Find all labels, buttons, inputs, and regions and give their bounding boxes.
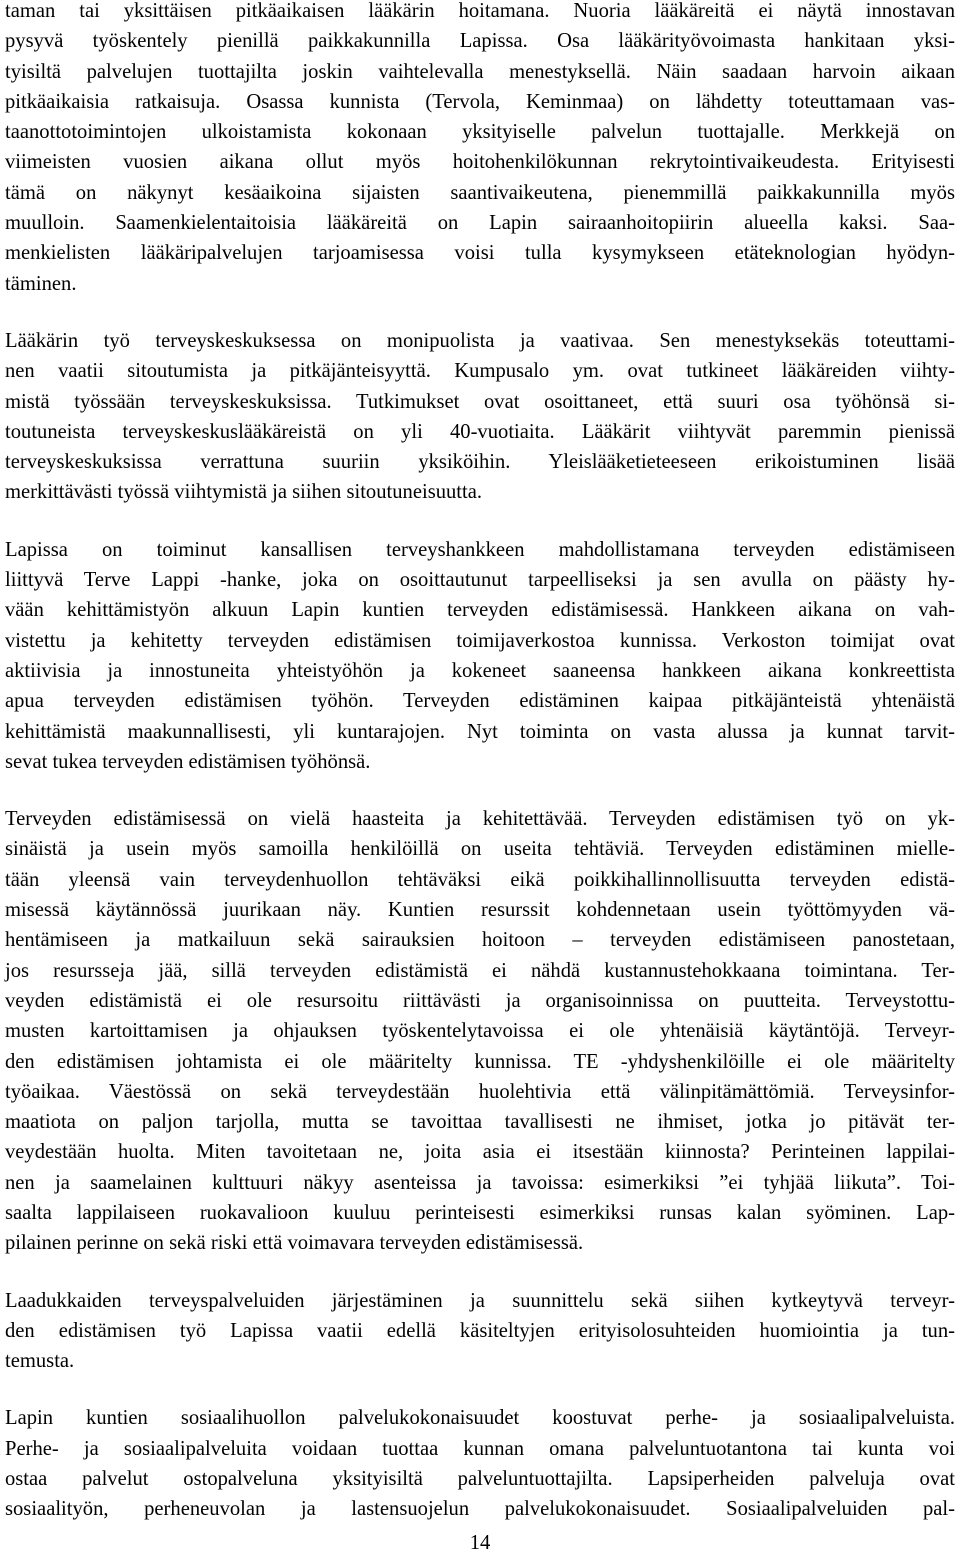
text-line: liittyvä Terve Lappi -hanke, joka on osoittautunut tarpeelliseksi ja sen avulla on päästy hy-	[5, 569, 955, 592]
paragraph-terve-lappi	[5, 535, 955, 777]
text-line: muulloin. Saamenkielentaitoisia lääkäreitä on Lapin sairaanhoitopiirin alueella kaksi. Saa-	[5, 212, 955, 235]
text-line: terveyskeskuksissa verrattuna suuriin yksiköihin. Yleislääketieteeseen erikoistuminen lisää	[5, 451, 955, 474]
text-line: veyden edistämistä ei ole resursoitu riittävästi ja organisoinnissa on puutteita. Terveystottu-	[5, 989, 955, 1012]
text-line: pysyvä työskentely pienillä paikkakunnilla Lapissa. Osa lääkärityövoimasta hankitaan yksi-	[5, 30, 955, 53]
text-line: veydestään huolta. Miten tavoitetaan ne, joita asia ei itsestään kiinnosta? Perinteinen lappilai-	[5, 1141, 955, 1164]
text-line: musten kartoittamisen ja ohjauksen työskentelytavoissa ei ole yhtenäisiä käytäntöjä. Terveyr-	[5, 1020, 955, 1043]
text-line: sevat tukea terveyden edistämisen työhönsä.	[5, 750, 371, 773]
text-line: pilainen perinne on sekä riski että voimavara terveyden edistämisessä.	[5, 1232, 584, 1255]
text-line: sosiaalityön, perheneuvolan ja lastensuojelun palvelukokonaisuudet. Sosiaalipalveluiden pal-	[5, 1498, 955, 1521]
paragraph-quality-services	[5, 1286, 955, 1377]
text-line: Laadukkaiden terveyspalveluiden järjestäminen ja suunnittelu sekä siihen kytkeytyvä terveyr-	[5, 1289, 955, 1312]
text-line: tyisiltä palvelujen tuottajilta joskin vaihtelevalla menestyksellä. Näin saadaan harvoin aikaan	[5, 60, 955, 83]
text-line: maatiota on paljon tarjolla, mutta se tavoittaa tavallisesti ne ihmiset, jotka jo pitävät ter-	[5, 1111, 955, 1134]
text-line: nen vaatii sitoutumista ja pitkäjänteisyyttä. Kumpusalo ym. ovat tutkineet lääkäreiden viihty-	[5, 360, 955, 383]
text-line: saalta lappilaiseen ruokavalioon kuuluu perinteisesti esimerkiksi runsas kalan syöminen. Lap-	[5, 1201, 955, 1224]
text-line: tään yleensä vain terveydenhuollon tehtäväksi eikä poikkihallinnollisuutta terveyden edistä-	[5, 868, 955, 891]
text-line: merkittävästi työssä viihtymistä ja siihen sitoutuneisuutta.	[5, 481, 483, 504]
page-number: 14	[469, 1532, 491, 1554]
paragraph-health-promotion-challenges	[5, 804, 955, 1258]
text-line: työaikaa. Väestössä on sekä terveydestään huolehtivia että välinpitämättömiä. Terveysinfor-	[5, 1080, 955, 1103]
text-line: Lääkärin työ terveyskeskuksessa on monipuolista ja vaativaa. Sen menestyksekäs toteuttami-	[5, 329, 955, 352]
text-line: Perhe- ja sosiaalipalveluita voidaan tuottaa kunnan omana palveluntuotantona tai kunta voi	[5, 1437, 955, 1460]
text-line: mistä työssään terveyskeskuksissa. Tutkimukset ovat osoittaneet, että suuri osa työhönsä si-	[5, 390, 955, 413]
text-line: Lapin kuntien sosiaalihuollon palvelukokonaisuudet koostuvat perhe- ja sosiaalipalveluista.	[5, 1407, 955, 1430]
text-line: tämä on näkynyt kesäaikoina sijaisten saantivaikeutena, pienemmillä paikkakunnilla myös	[5, 181, 955, 204]
text-line: den edistämisen johtamista ei ole määritelty kunnissa. TE -yhdyshenkilöille ei ole määritelty	[5, 1050, 955, 1073]
text-line: pitkäaikaisia ratkaisuja. Osassa kunnista (Tervola, Keminmaa) on lähdetty toteuttamaan vas-	[5, 90, 955, 113]
text-line: hentämiseen ja matkailuun sekä sairauksien hoitoon – terveyden edistämiseen panostetaan,	[5, 929, 955, 952]
text-line: vistettu ja kehitetty terveyden edistämisen toimijaverkostoa kunnissa. Verkoston toimijat ovat	[5, 629, 955, 652]
text-line: Terveyden edistämisessä on vielä haasteita ja kehitettävää. Terveyden edistämisen työ on yk-	[5, 808, 955, 831]
text-line: misessä käytännössä juurikaan näy. Kuntien resurssit kohdennetaan usein työttömyyden vä-	[5, 899, 955, 922]
text-line: menkielisten lääkäripalvelujen tarjoamisessa voisi tulla kysymykseen etäteknologian hyödyn-	[5, 242, 955, 265]
document-page	[5, 0, 955, 1552]
text-line: apua terveyden edistämisen työhön. Terveyden edistäminen kaipaa pitkäjänteistä yhtenäistä	[5, 690, 955, 713]
text-line: Lapissa on toiminut kansallisen terveyshankkeen mahdollistamana terveyden edistämiseen	[5, 538, 955, 561]
text-line: sinäistä ja usein myös samoilla henkilöillä on useita tehtäviä. Terveyden edistäminen mielle-	[5, 838, 955, 861]
text-line: taanottotoimintojen ulkoistamista kokonaan yksityiselle palvelun tuottajalle. Merkkejä on	[5, 121, 955, 144]
paragraph-doctor-work	[5, 326, 955, 508]
text-line: jos resursseja jää, sillä terveyden edistämistä ei nähdä kustannustehokkaana toimintana. Ter-	[5, 959, 955, 982]
text-line: täminen.	[5, 272, 77, 295]
text-line: aktiivisia ja innostuneita yhteistyöhön ja kokeneet saaneensa hankkeen aikana konkreettista	[5, 659, 955, 682]
text-line: viimeisten vuosien aikana ollut myös hoitohenkilökunnan rekrytointivaikeudesta. Erityisesti	[5, 151, 955, 174]
text-line: nen ja saamelainen kulttuuri näkyy asenteissa ja tavoissa: esimerkiksi ”ei tyhjää liikuta”. Toi-	[5, 1171, 955, 1194]
paragraph-social-services	[5, 1403, 955, 1524]
text-line: den edistämisen työ Lapissa vaatii edellä käsiteltyjen erityisolosuhteiden huomiointia ja tun-	[5, 1319, 955, 1342]
text-line: toutuneista terveyskeskuslääkäreistä on yli 40-vuotiaita. Lääkärit viihtyvät paremmin pienissä	[5, 420, 955, 443]
text-line: vään kehittämistyön alkuun Lapin kuntien terveyden edistämisessä. Hankkeen aikana on vah-	[5, 599, 955, 622]
text-line: kehittämistä maakunnallisesti, yli kuntarajojen. Nyt toiminta on vasta alussa ja kunnat tarvit-	[5, 720, 955, 743]
text-line: temusta.	[5, 1350, 75, 1373]
text-line: ostaa palvelut ostopalveluna yksityisiltä palveluntuottajilta. Lapsiperheiden palveluja ovat	[5, 1468, 955, 1491]
paragraph-doctor-recruitment	[5, 0, 955, 299]
text-line: taman tai yksittäisen pitkäaikaisen lääkärin hoitamana. Nuoria lääkäreitä ei näytä innostavan	[5, 0, 955, 22]
